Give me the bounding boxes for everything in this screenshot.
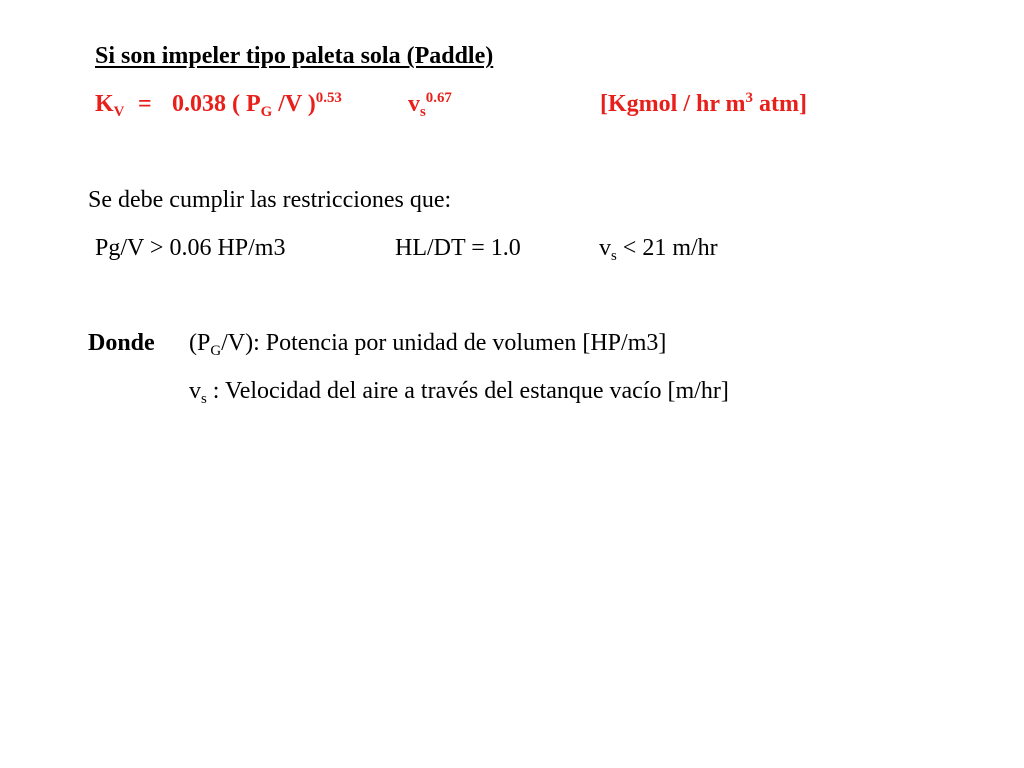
restrictions-intro: Se debe cumplir las restricciones que: xyxy=(88,187,452,213)
restriction-power-per-volume: Pg/V > 0.06 HP/m3 xyxy=(95,235,286,261)
restrictions-row xyxy=(95,236,795,268)
definition-air-velocity: $v_s$ : Velocidad del aire a través del estanque vacío [m/hr] xyxy=(189,378,729,408)
formula-equals: = xyxy=(138,91,152,117)
kv-formula xyxy=(95,92,895,124)
restriction-height-diameter: HL/DT = 1.0 xyxy=(395,235,521,261)
restriction-superficial-velocity: $v_s < 21$ m/hr xyxy=(599,235,718,265)
definitions-label: Donde xyxy=(88,330,155,356)
formula-kv: $K_V$ xyxy=(95,91,125,121)
formula-vs-term: $v_s^{0.67}$ xyxy=(408,90,452,121)
formula-coefficient: 0.038 ( $P_G$ /V )$^{0.53}$ xyxy=(172,90,342,121)
formula-units: [Kgmol / hr $m^3$ atm] xyxy=(600,90,807,117)
section-heading: Si son impeler tipo paleta sola (Paddle) xyxy=(95,43,494,69)
definition-power-per-volume: $(P_G/V)$: Potencia por unidad de volumen [HP/m3] xyxy=(189,330,667,360)
